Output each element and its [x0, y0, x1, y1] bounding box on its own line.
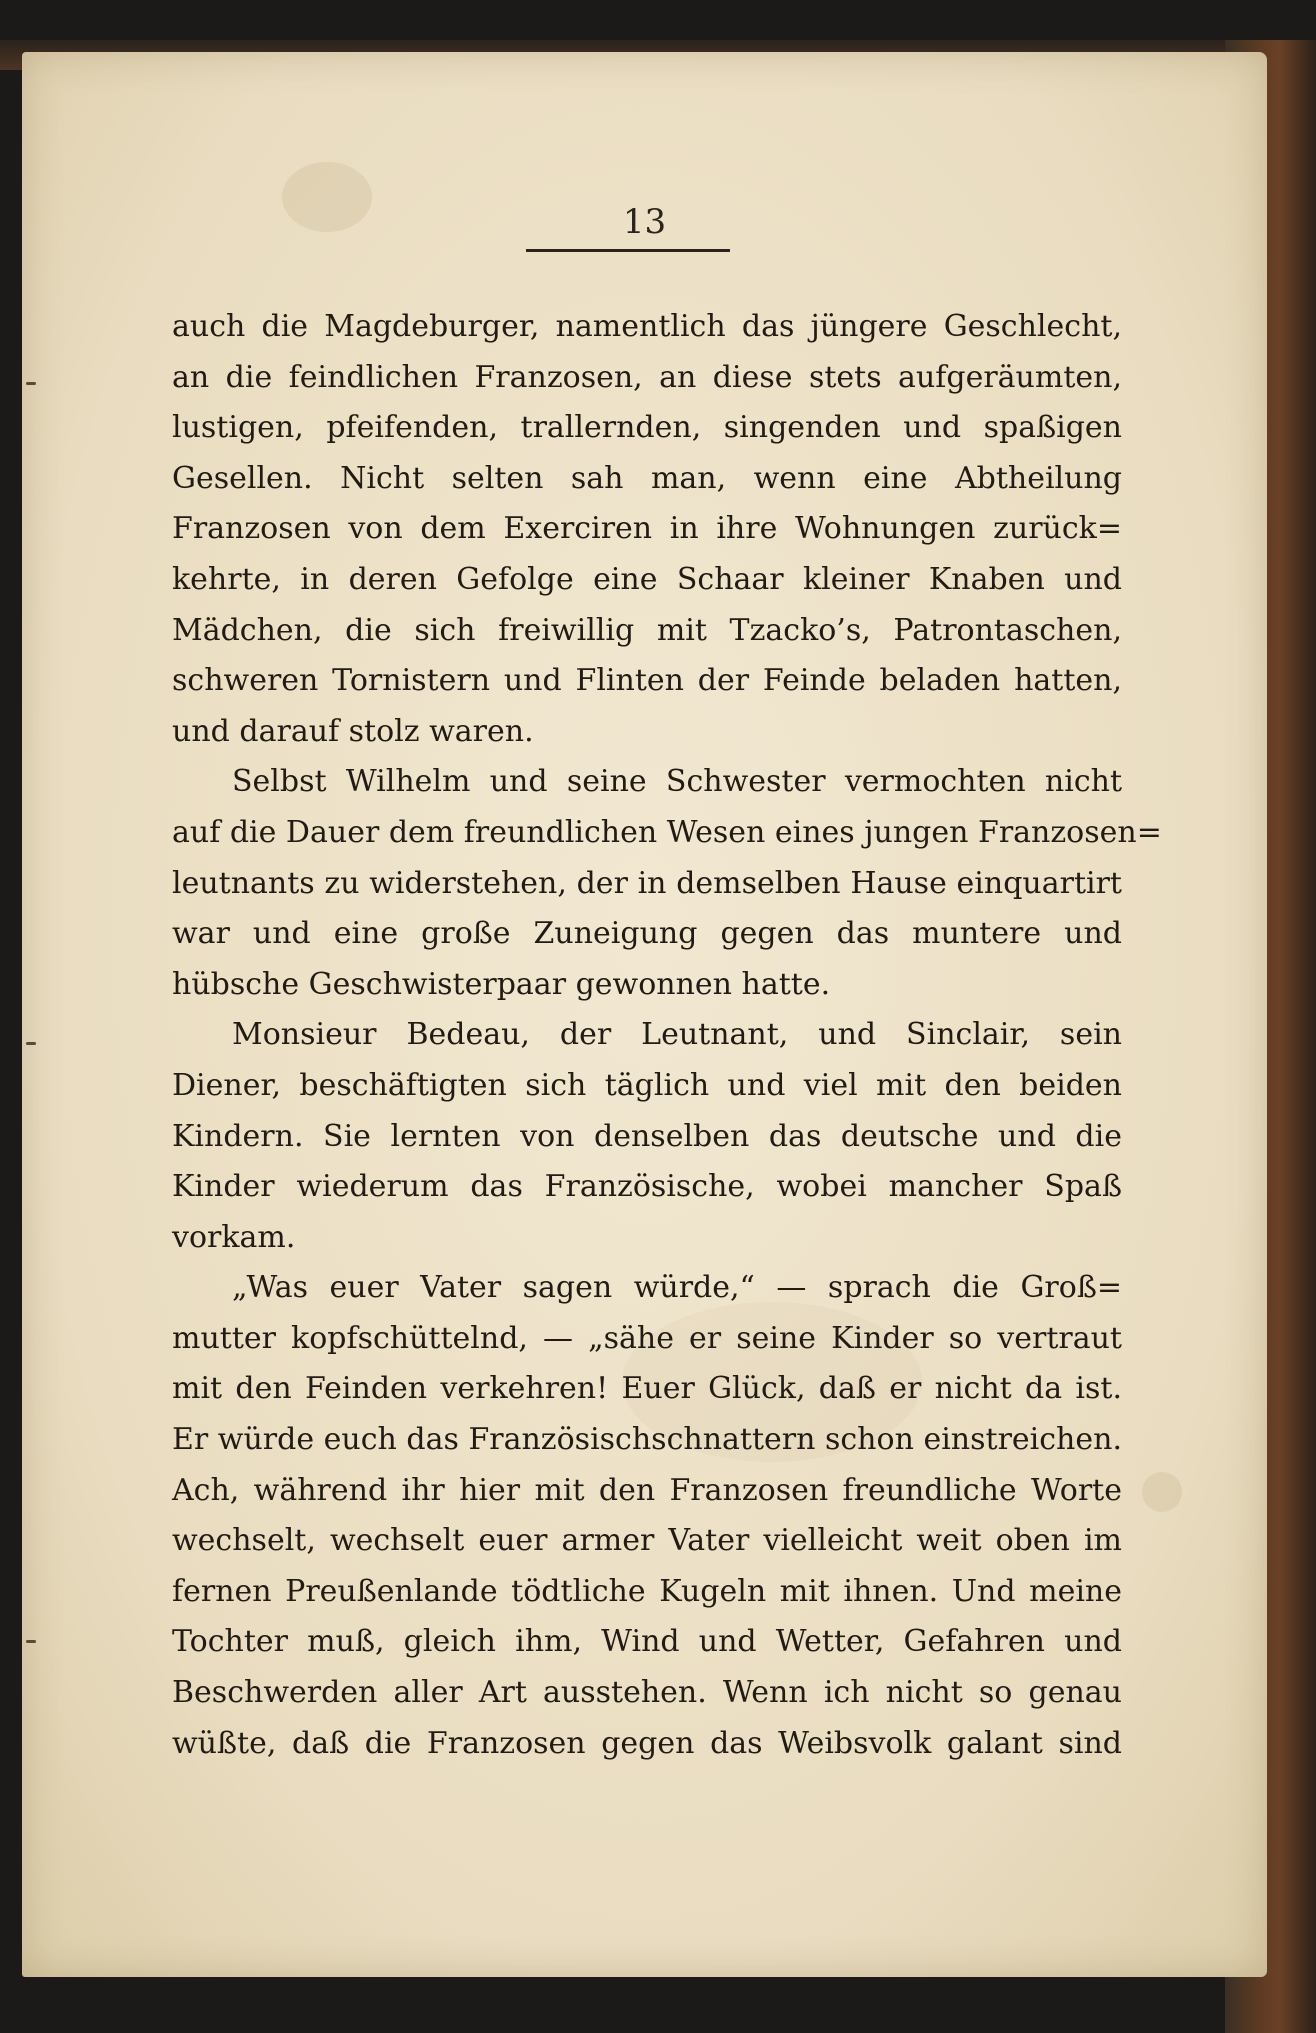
- text-line: mit den Feinden verkehren! Euer Glück, daß er nicht da ist.: [172, 1371, 1122, 1407]
- text-line: war und eine große Zuneigung gegen das muntere und: [172, 916, 1122, 952]
- text-line: Tochter muß, gleich ihm, Wind und Wetter, Gefahren und: [172, 1624, 1122, 1660]
- text-line: leutnants zu widerstehen, der in demselben Hause einquartirt: [172, 865, 1122, 901]
- page-number: 13: [622, 202, 667, 242]
- text-line: mutter kopfschüttelnd, — „sähe er seine Kinder so vertraut: [172, 1320, 1122, 1356]
- gutter-stitch-marks: [22, 52, 52, 1977]
- body-text: [172, 302, 1162, 1769]
- text-line: Diener, beschäftigten sich täglich und viel mit den beiden: [172, 1067, 1122, 1103]
- text-line: an die feindlichen Franzosen, an diese stets aufgeräumten,: [172, 359, 1122, 395]
- text-line: wechselt, wechselt euer armer Vater vielleicht weit oben im: [172, 1523, 1122, 1559]
- text-line: „Was euer Vater sagen würde,“ — sprach die Groß=: [232, 1270, 1122, 1306]
- header-rule: [526, 249, 730, 252]
- text-line: Franzosen von dem Exerciren in ihre Wohnungen zurück=: [172, 511, 1122, 547]
- text-line: wüßte, daß die Franzosen gegen das Weibsvolk galant sind: [172, 1725, 1122, 1761]
- text-line: lustigen, pfeifenden, trallernden, singenden und spaßigen: [172, 410, 1122, 446]
- text-line: Monsieur Bedeau, der Leutnant, und Sinclair, sein: [232, 1017, 1122, 1053]
- text-line: Gesellen. Nicht selten sah man, wenn eine Abtheilung: [172, 460, 1122, 496]
- text-line: fernen Preußenlande tödtliche Kugeln mit ihnen. Und meine: [172, 1573, 1122, 1609]
- foxing-stain: [1142, 1472, 1182, 1512]
- text-line: Er würde euch das Französischschnattern schon einstreichen.: [172, 1422, 1122, 1458]
- text-line: kehrte, in deren Gefolge eine Schaar kleiner Knaben und: [172, 561, 1122, 597]
- text-line: vorkam.: [172, 1219, 296, 1255]
- text-line: auch die Magdeburger, namentlich das jüngere Geschlecht,: [172, 309, 1122, 344]
- text-line: auf die Dauer dem freundlichen Wesen eines jungen Franzosen=: [172, 814, 1162, 850]
- text-line: Ach, während ihr hier mit den Franzosen freundliche Worte: [172, 1472, 1122, 1508]
- text-line: hübsche Geschwisterpaar gewonnen hatte.: [172, 966, 831, 1002]
- book-page: [22, 52, 1267, 1977]
- text-line: Beschwerden aller Art ausstehen. Wenn ich nicht so genau: [172, 1675, 1122, 1711]
- text-line: schweren Tornistern und Flinten der Feinde beladen hatten,: [172, 663, 1122, 699]
- text-line: Mädchen, die sich freiwillig mit Tzacko’s, Patrontaschen,: [172, 612, 1122, 648]
- text-line: Kinder wiederum das Französische, wobei mancher Spaß: [172, 1169, 1122, 1205]
- text-line: Kindern. Sie lernten von denselben das deutsche und die: [172, 1118, 1122, 1154]
- text-line: Selbst Wilhelm und seine Schwester vermochten nicht: [232, 764, 1122, 800]
- text-line: und darauf stolz waren.: [172, 713, 534, 749]
